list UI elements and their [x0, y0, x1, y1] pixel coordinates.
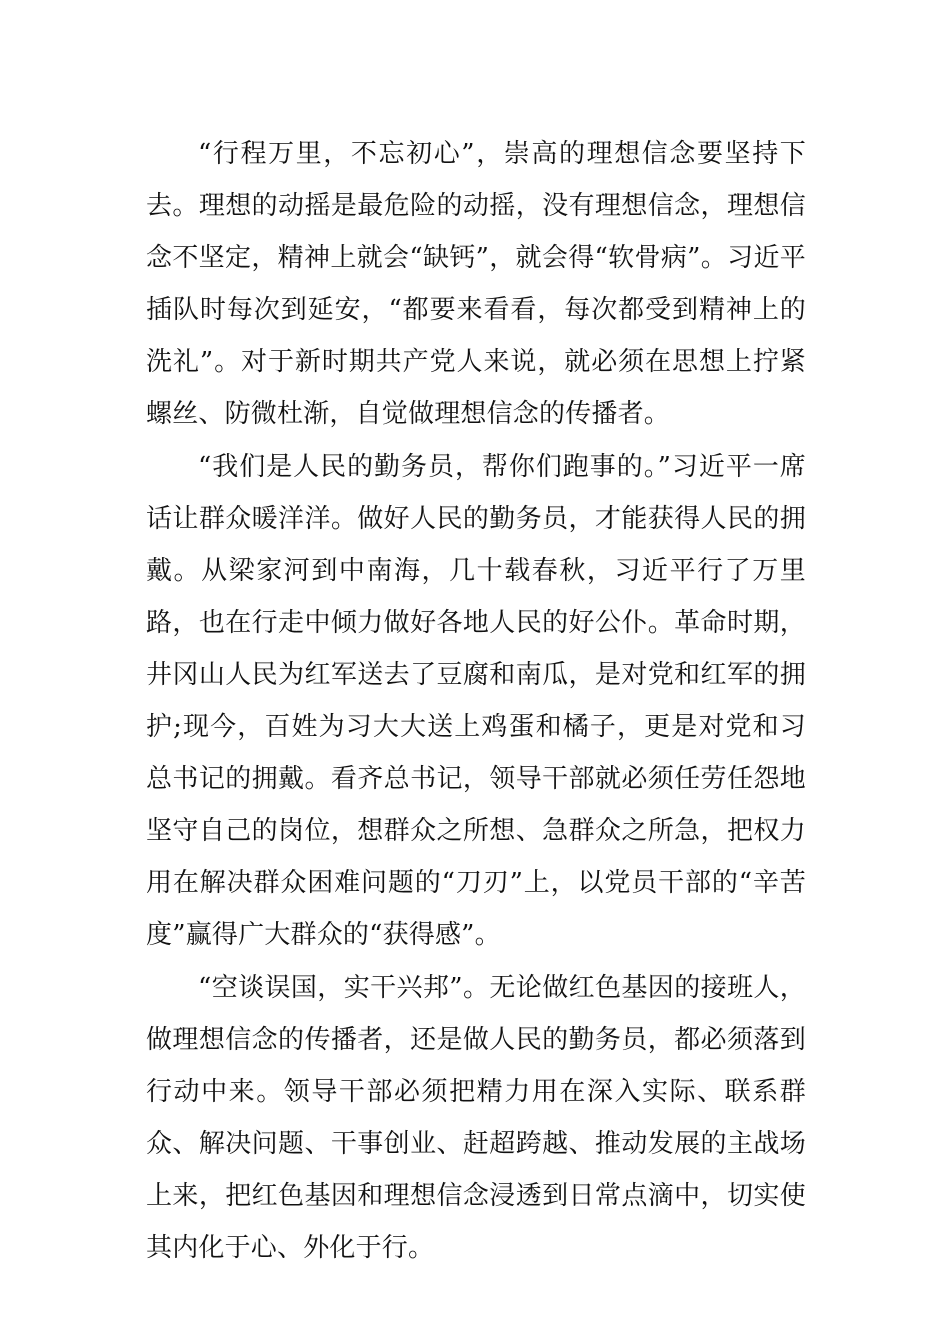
paragraph-2: “我们是人民的勤务员，帮你们跑事的。”习近平一席话让群众暖洋洋。做好人民的勤务员，才能获得人民的拥戴。从梁家河到中南海，几十载春秋，习近平行了万里路，也在行走中倾力做好各地人民的好公仆。革命时期，井冈山人民为红军送去了豆腐和南瓜，是对党和红军的拥护;现今，百姓为习大大送上鸡蛋和橘子，更是对党和习总书记的拥戴。看齐总书记，领导干部就必须任劳任怨地坚守自己的岗位，想群众之所想、急群众之所急，把权力用在解决群众困难问题的“刀刃”上，以党员干部的“辛苦度”赢得广大群众的“获得感”。 [146, 451, 806, 951]
body-text [146, 128, 806, 1274]
paragraph-1: “行程万里，不忘初心”，崇高的理想信念要坚持下去。理想的动摇是最危险的动摇，没有理想信念，理想信念不坚定，精神上就会“缺钙”，就会得“软骨病”。习近平插队时每次到延安，“都要来看看，每次都受到精神上的洗礼”。对于新时期共产党人来说，就必须在思想上拧紧螺丝、防微杜渐，自觉做理想信念的传播者。 [146, 139, 806, 430]
paragraph-3: “空谈误国，实干兴邦”。无论做红色基因的接班人，做理想信念的传播者，还是做人民的勤务员，都必须落到行动中来。领导干部必须把精力用在深入实际、联系群众、解决问题、干事创业、赶超跨越、推动发展的主战场上来，把红色基因和理想信念浸透到日常点滴中，切实使其内化于心、外化于行。 [146, 972, 806, 1263]
